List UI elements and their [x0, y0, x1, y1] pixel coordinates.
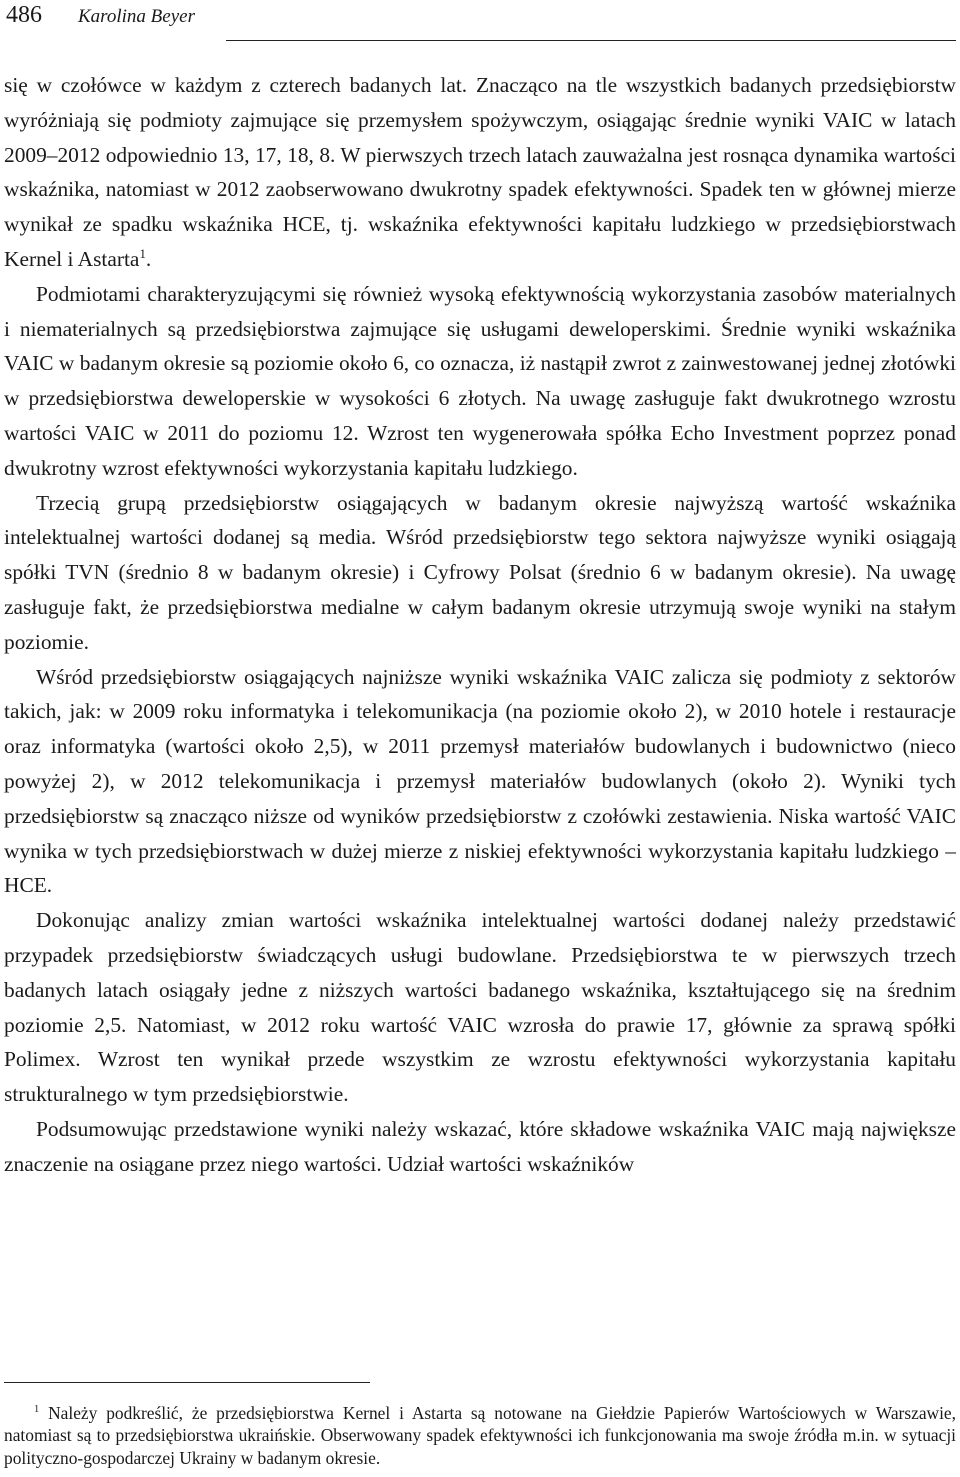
paragraph-2: Podmiotami charakteryzującymi się również wysoką efektywnością wykorzystania zasobów materialnych i niematerialnych są przedsiębiorstwa zajmujące się usługami deweloperskimi. Średnie wyniki wskaźnika VAIC w badanym okresie są poziomie około 6, co oznacza, iż nastąpił zwrot z zainwestowanej jednej złotówki w przedsiębiorstwa deweloperskie w wysokości 6 złotych. Na uwagę zasługuje fakt dwukrotnego wzrostu wartości VAIC w 2011 do poziomu 12. Wzrost ten wygenerowała spółka Echo Investment poprzez ponad dwukrotny wzrost efektywności wykorzystania kapitału ludzkiego.: [4, 281, 956, 480]
paragraph-1: [4, 68, 956, 277]
paragraph-6: Podsumowując przedstawione wyniki należy wskazać, które składowe wskaźnika VAIC mają największe znaczenie na osiągane przez niego wartości. Udział wartości wskaźników: [4, 1116, 956, 1176]
paragraph-3: Trzecią grupą przedsiębiorstw osiągających w badanym okresie najwyższą wartość wskaźnika intelektualnej wartości dodanej są media. Wśród przedsiębiorstw tego sektora najwyższe wyniki osiągają spółki TVN (średnio 8 w badanym okresie) i Cyfrowy Polsat (średnio 6 w badanym okresie). Na uwagę zasługuje fakt, że przedsiębiorstwa medialne w całym badanym okresie utrzymują swoje wyniki na stałym poziomie.: [4, 490, 956, 654]
page-number: 486: [6, 2, 42, 28]
page-header: [6, 0, 956, 38]
header-rule: [226, 40, 956, 41]
footnote-text: Należy podkreślić, że przedsiębiorstwa Kernel i Astarta są notowane na Giełdzie Papierów Wartościowych w Warszawie, natomiast są to przedsiębiorstwa ukraińskie. Obserwowany spadek efektywności ich funkcjonowania ma swoje źródła m.in. w sytuacji polityczno-gospodarczej Ukrainy w badanym okresie.: [4, 1403, 956, 1468]
running-head-author: Karolina Beyer: [78, 6, 195, 27]
paragraph-4: Wśród przedsiębiorstw osiągających najniższe wyniki wskaźnika VAIC zalicza się podmioty z sektorów takich, jak: w 2009 roku informatyka i telekomunikacja (na poziomie około 2), w 2010 hotele i restauracje oraz informatyka (wartości około 2,5), w 2011 przemysł materiałów budowlanych i budownictwo (nieco powyżej 2), w 2012 telekomunikacja i przemysł materiałów budowlanych (około 2). Wyniki tych przedsiębiorstw są znacząco niższe od wyników przedsiębiorstw z czołówki zestawienia. Niska wartość VAIC wynika w tych przedsiębiorstwach w dużej mierze z niskiej efektywności wykorzystania kapitału ludzkiego – HCE.: [4, 664, 956, 898]
footnote-1: [4, 1402, 956, 1469]
paragraph-1-end: .: [145, 246, 152, 271]
body-text: [4, 68, 956, 1182]
paragraph-5: Dokonując analizy zmian wartości wskaźnika intelektualnej wartości dodanej należy przedstawić przypadek przedsiębiorstw świadczących usługi budowlane. Przedsiębiorstwa te w pierwszych trzech badanych latach osiągały jedne z niższych wartości badanego wskaźnika, kształtującego się na średnim poziomie 2,5. Natomiast, w 2012 roku wartość VAIC wzrosła do prawie 17, głównie za sprawą spółki Polimex. Wzrost ten wynikał przede wszystkim ze wzrostu efektywności wykorzystania kapitału strukturalnego w tym przedsiębiorstwie.: [4, 908, 956, 1107]
paragraph-1-text: się w czołówce w każdym z czterech badanych lat. Znacząco na tle wszystkich badanych przedsiębiorstw wyróżniają się podmioty zajmujące się przemysłem spożywczym, osiągając średnie wyniki VAIC w latach 2009–2012 odpowiednio 13, 17, 18, 8. W pierwszych trzech latach zauważalna jest rosnąca dynamika wartości wskaźnika, natomiast w 2012 zaobserwowano dwukrotny spadek efektywności. Spadek ten w głównej mierze wynikał ze spadku wskaźnika HCE, tj. wskaźnika efektywności kapitału ludzkiego w przedsiębiorstwach Kernel i Astarta: [4, 73, 956, 271]
footnote-reference[interactable]: 1: [139, 246, 146, 261]
footnote-number: 1: [34, 1404, 40, 1416]
footnotes: [4, 1402, 956, 1469]
footnote-separator: [4, 1382, 370, 1383]
